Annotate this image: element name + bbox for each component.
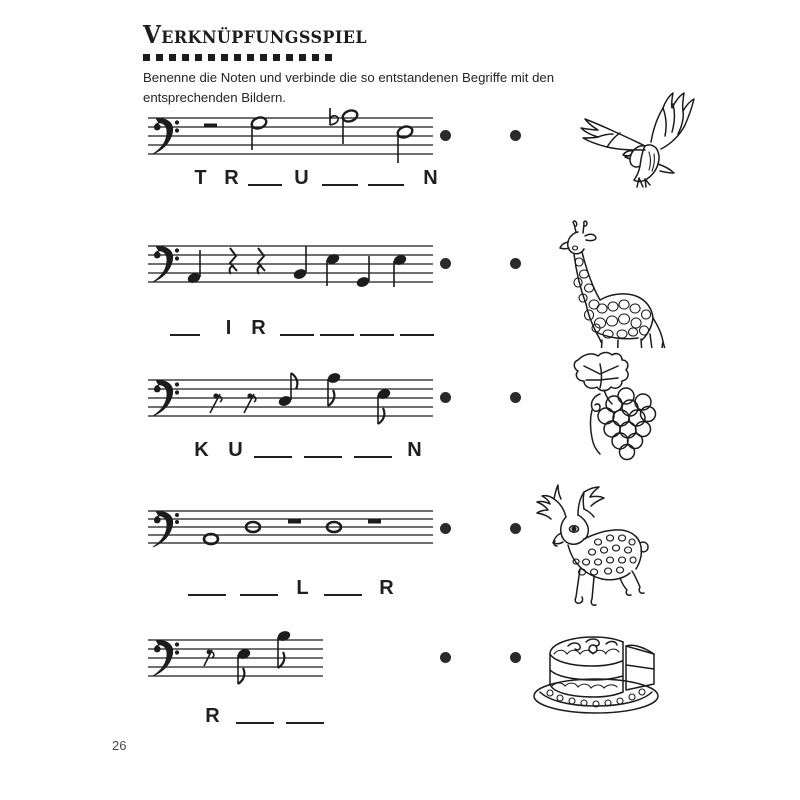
cake-illustration [520,620,680,720]
answer-slot-blank[interactable] [280,319,314,336]
answer-slot-blank[interactable] [324,579,362,596]
music-staff-notation-2 [148,238,438,300]
answer-blanks-2[interactable] [170,318,434,338]
answer-slot-blank[interactable] [360,319,394,336]
answer-slot-blank[interactable] [368,169,404,186]
connector-dot-left-2[interactable] [440,258,451,269]
connector-dot-left-4[interactable] [440,523,451,534]
page-title: Verknüpfungsspiel [143,20,367,50]
connector-dot-right-1[interactable] [510,130,521,141]
answer-slot-blank[interactable] [236,707,274,724]
quarter-note-3 [325,252,340,286]
connector-dot-left-1[interactable] [440,130,451,141]
page-number: 26 [112,738,127,753]
answer-slot-blank[interactable] [354,441,392,458]
quarter-rest-2 [258,248,265,274]
music-staff-notation-3 [148,368,438,430]
answer-slot-blank[interactable] [286,707,324,724]
giraffe-illustration [538,208,673,348]
eighth-rest-1 [210,393,222,413]
eighth-note-3 [376,387,391,424]
answer-blanks-1[interactable] [186,168,448,188]
whole-rest-glyph-2 [368,519,381,524]
header [143,20,623,61]
answer-slot-blank[interactable] [248,169,282,186]
whole-rest-glyph-1 [288,519,301,524]
answer-slot-blank[interactable] [304,441,342,458]
staff-3 [148,368,438,435]
quarter-note-4 [355,256,370,289]
answer-slot-blank[interactable] [188,579,226,596]
music-staff-notation-1 [148,108,438,170]
answer-slot[interactable]: I [225,317,233,339]
eighth-note-1 [236,647,251,684]
answer-slot[interactable]: R [251,317,267,339]
connector-dot-left-3[interactable] [440,392,451,403]
staff-1 [148,108,438,175]
answer-slot-blank[interactable] [254,441,292,458]
quarter-note-2 [292,246,307,281]
staff-5 [148,628,438,695]
instructions-text: Benenne die Noten und verbinde die so entstandenen Begriffe mit den entsprechenden Bildern. [143,70,555,106]
eighth-rest-2 [244,393,256,413]
connector-dot-right-2[interactable] [510,258,521,269]
answer-slot[interactable]: T [194,167,208,189]
answer-slot-blank[interactable] [322,169,358,186]
answer-blanks-5[interactable] [196,706,324,726]
staff-2 [148,238,438,305]
answer-slot-blank[interactable] [240,579,278,596]
grapes-illustration [548,348,668,463]
answer-slot[interactable]: U [228,439,244,461]
flat-sign-and-half-note [330,108,359,144]
answer-slot[interactable]: N [407,439,423,461]
answer-slot[interactable]: N [423,167,439,189]
answer-slot[interactable]: R [224,167,240,189]
answer-slot[interactable]: R [205,705,221,727]
connector-dot-left-5[interactable] [440,652,451,663]
eagle-illustration [565,90,700,190]
answer-blanks-3[interactable] [186,440,432,460]
answer-slot-blank[interactable] [170,319,200,336]
title-underline-decoration [143,54,333,61]
connector-dot-right-3[interactable] [510,392,521,403]
answer-slot-blank[interactable] [320,319,354,336]
half-rest-glyph [204,124,217,128]
answer-blanks-4[interactable] [188,578,404,598]
staff-4 [148,498,438,565]
music-staff-notation-5 [148,628,438,690]
quarter-rest-1 [230,248,237,274]
answer-slot[interactable]: K [194,439,210,461]
deer-illustration [520,473,670,608]
bass-clef-icon [153,512,179,547]
music-staff-notation-4 [148,498,438,560]
half-note-2 [396,125,414,163]
answer-slot[interactable]: R [379,577,395,599]
answer-slot[interactable]: L [296,577,310,599]
eighth-note-1 [277,373,297,408]
answer-slot-blank[interactable] [400,319,434,336]
answer-slot[interactable]: U [294,167,310,189]
